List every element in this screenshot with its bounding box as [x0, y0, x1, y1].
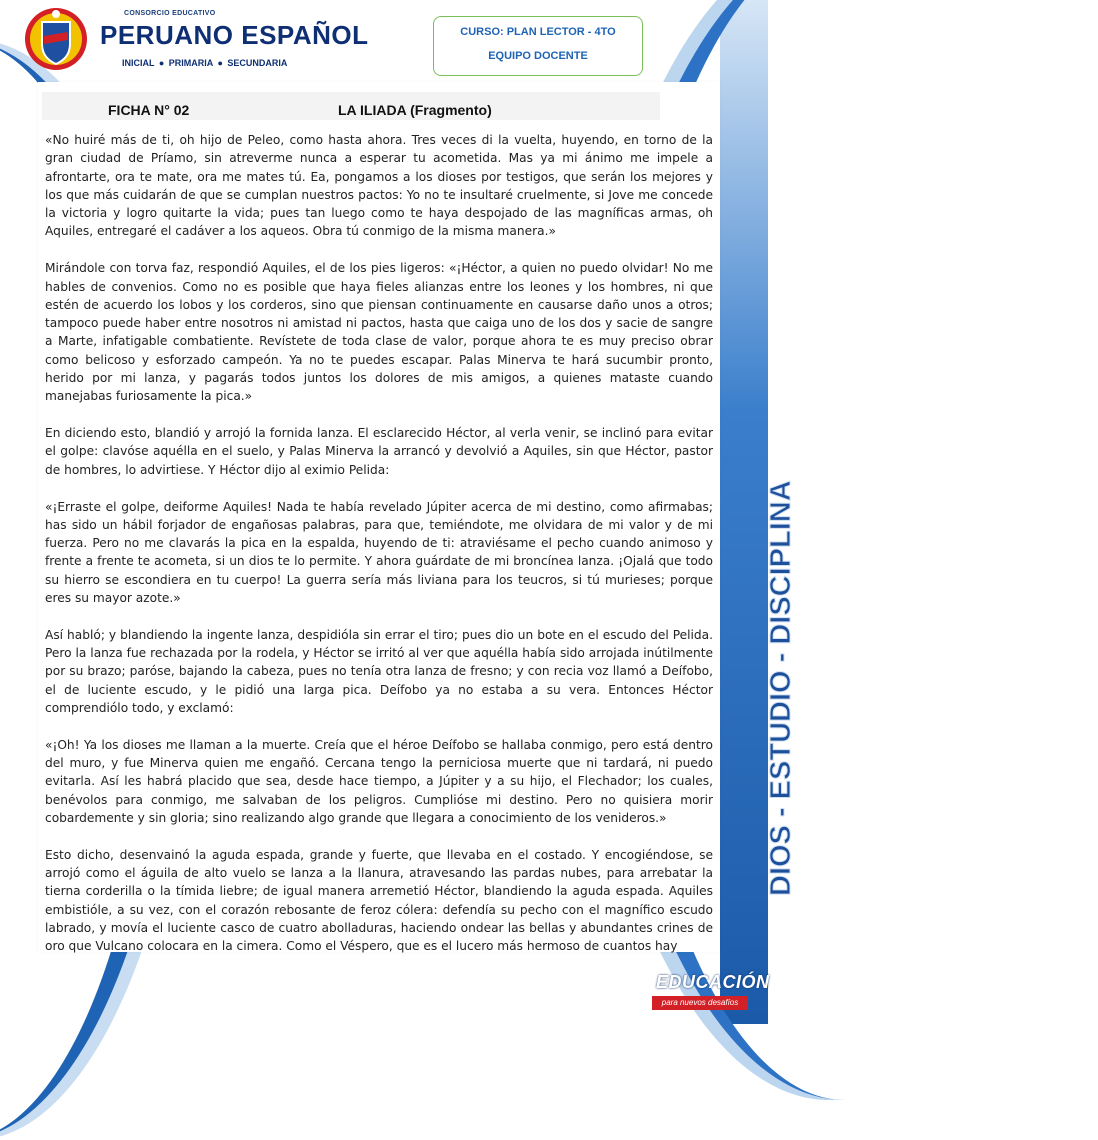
paragraph: «¡Oh! Ya los dioses me llaman a la muerte. Creía que el héroe Deífobo se hallaba conmigo, pero está dentro del muro, y fue Minerva quien me engañó. Cercana tengo la perniciosa muerte que ni tardará, ni puedo evitarla. Así les habrá placido que sea, desde hace tiempo, a Júpiter y a su hijo, el Flechador; los cuales, benévolos para conmigo, me salvaban de los peligros. Cumplióse mi destino. Pero no quisiera morir cobardemente y sin gloria; sino realizando algo grande que llegara a conocimiento de los venideros.»	[45, 737, 713, 825]
education-logo-title: EDUCACIÓN	[656, 972, 770, 992]
work-title: LA ILIADA (Fragmento)	[338, 102, 492, 118]
team-label: EQUIPO DOCENTE	[488, 50, 588, 62]
reading-text	[45, 131, 713, 974]
paragraph: Mirándole con torva faz, respondió Aquiles, el de los pies ligeros: «¡Héctor, a quien no puedo olvidar! No me hables de convenios. Como no es posible que haya fieles alianzas entre los leones y los hombres, ni que estén de acuerdo los lobos y los corderos, sino que piensan continuamente en causarse daño unos a otros; tampoco puede haber entre nosotros ni amistad ni pactos, hasta que caiga uno de los dos y sacie de sangre a Marte, infatigable combatiente. Revístete de toda clase de valor, porque ahora te es muy preciso obrar como belicoso y esforzado campeón. Ya no te puedes escapar. Palas Minerva te hará sucumbir pronto, herido por mi lanza, y pagarás todos juntos los dolores de mis amigos, a quienes mataste cuando manejabas furiosamente la pica.»	[45, 261, 713, 404]
institution-subtitle: CONSORCIO EDUCATIVO	[124, 10, 216, 17]
institution-levels: INICIAL ● PRIMARIA ● SECUNDARIA	[122, 58, 288, 68]
motto-text: DIOS - ESTUDIO - DISCIPLINA	[765, 480, 797, 896]
course-info-box	[433, 16, 643, 76]
paragraph: En diciendo esto, blandió y arrojó la fornida lanza. El esclarecido Héctor, al verla venir, se inclinó para evitar el golpe: clavóse aquélla en el suelo, y Palas Minerva la arrancó y devolvió a Aquiles, sin que Héctor, pastor de hombres, lo advirtiese. Y Héctor dijo al eximio Pelida:	[45, 426, 713, 477]
education-logo-tagline: para nuevos desafíos	[652, 996, 748, 1010]
education-logo	[652, 970, 770, 1018]
paragraph: «¡Erraste el golpe, deiforme Aquiles! Nada te había revelado Júpiter acerca de mi destino, como afirmabas; has sido un hábil forjador de engañosas palabras, para que, temiéndote, me olvidara de mi valor y de mi fuerza. Pero no me clavarás la pica en la espalda, huyendo de ti: atraviésame el pecho cuando animoso y frente a frente te acometa, si un dios te lo permite. Y ahora guárdate de mi broncínea lanza. ¡Ojalá que todo su hierro se escondiera en tu cuerpo! La guerra sería más liviana para los teucros, si tú murieses; porque eres su mayor azote.»	[45, 499, 713, 606]
paragraph: «No huiré más de ti, oh hijo de Peleo, como hasta ahora. Tres veces di la vuelta, huyendo, en torno de la gran ciudad de Príamo, sin atreverme nunca a esperar tu acometida. Mas ya mi ánimo me impele a afrontarte, ora te mate, ora me mates tú. Ea, pongamos a los dioses por testigos, que serán los mejores y los que más cuidarán de que se cumplan nuestros pactos: Yo no te insultaré cruelmente, si Jove me concede la victoria y logro quitarte la vida; pues tan luego como te haya despojado de las magníficas armas, oh Aquiles, entregaré el cadáver a los aqueos. Obra tú conmigo de la misma manera.»	[45, 133, 713, 239]
shield-crest-icon	[22, 6, 90, 72]
worksheet-number: FICHA N° 02	[108, 102, 190, 118]
vertical-motto	[733, 480, 797, 900]
paragraph: Esto dicho, desenvainó la aguda espada, grande y fuerte, que llevaba en el costado. Y encogiéndose, se arrojó como el águila de alto vuelo se lanza a la llanura, atravesando las pardas nubes, para arrebatar la tierna corderilla o la tímida liebre; de igual manera arremetió Héctor, blandiendo la aguda espada. Aquiles embistióle, a su vez, con el corazón rebosante de feroz cólera: defendía su pecho con el magnífico escudo labrado, y movía el luciente casco de cuatro abolladuras, haciendo ondear las bellas y abundantes crines de oro que Vulcano colocara en la cimera. Como el Véspero, que es el lucero más hermoso de cuantos hay	[45, 847, 713, 954]
institution-name: PERUANO ESPAÑOL	[100, 20, 369, 50]
institution-logo	[22, 6, 369, 72]
paragraph: Así habló; y blandiendo la ingente lanza, despidióla sin errar el tiro; pues dio un bote en el escudo del Pelida. Pero la lanza fue rechazada por la rodela, y Héctor se irritó al ver que aquélla había sido arrojada inútilmente por su brazo; paróse, bajando la cabeza, pues no tenía otra lanza de fresno; y con recia voz llamó a Deífobo, el de luciente escudo, y le pidió una larga pica. Deífobo ya no estaba a su vera. Entonces Héctor comprendiólo todo, y exclamó:	[45, 627, 713, 716]
course-label: CURSO: PLAN LECTOR - 4TO	[460, 26, 616, 38]
